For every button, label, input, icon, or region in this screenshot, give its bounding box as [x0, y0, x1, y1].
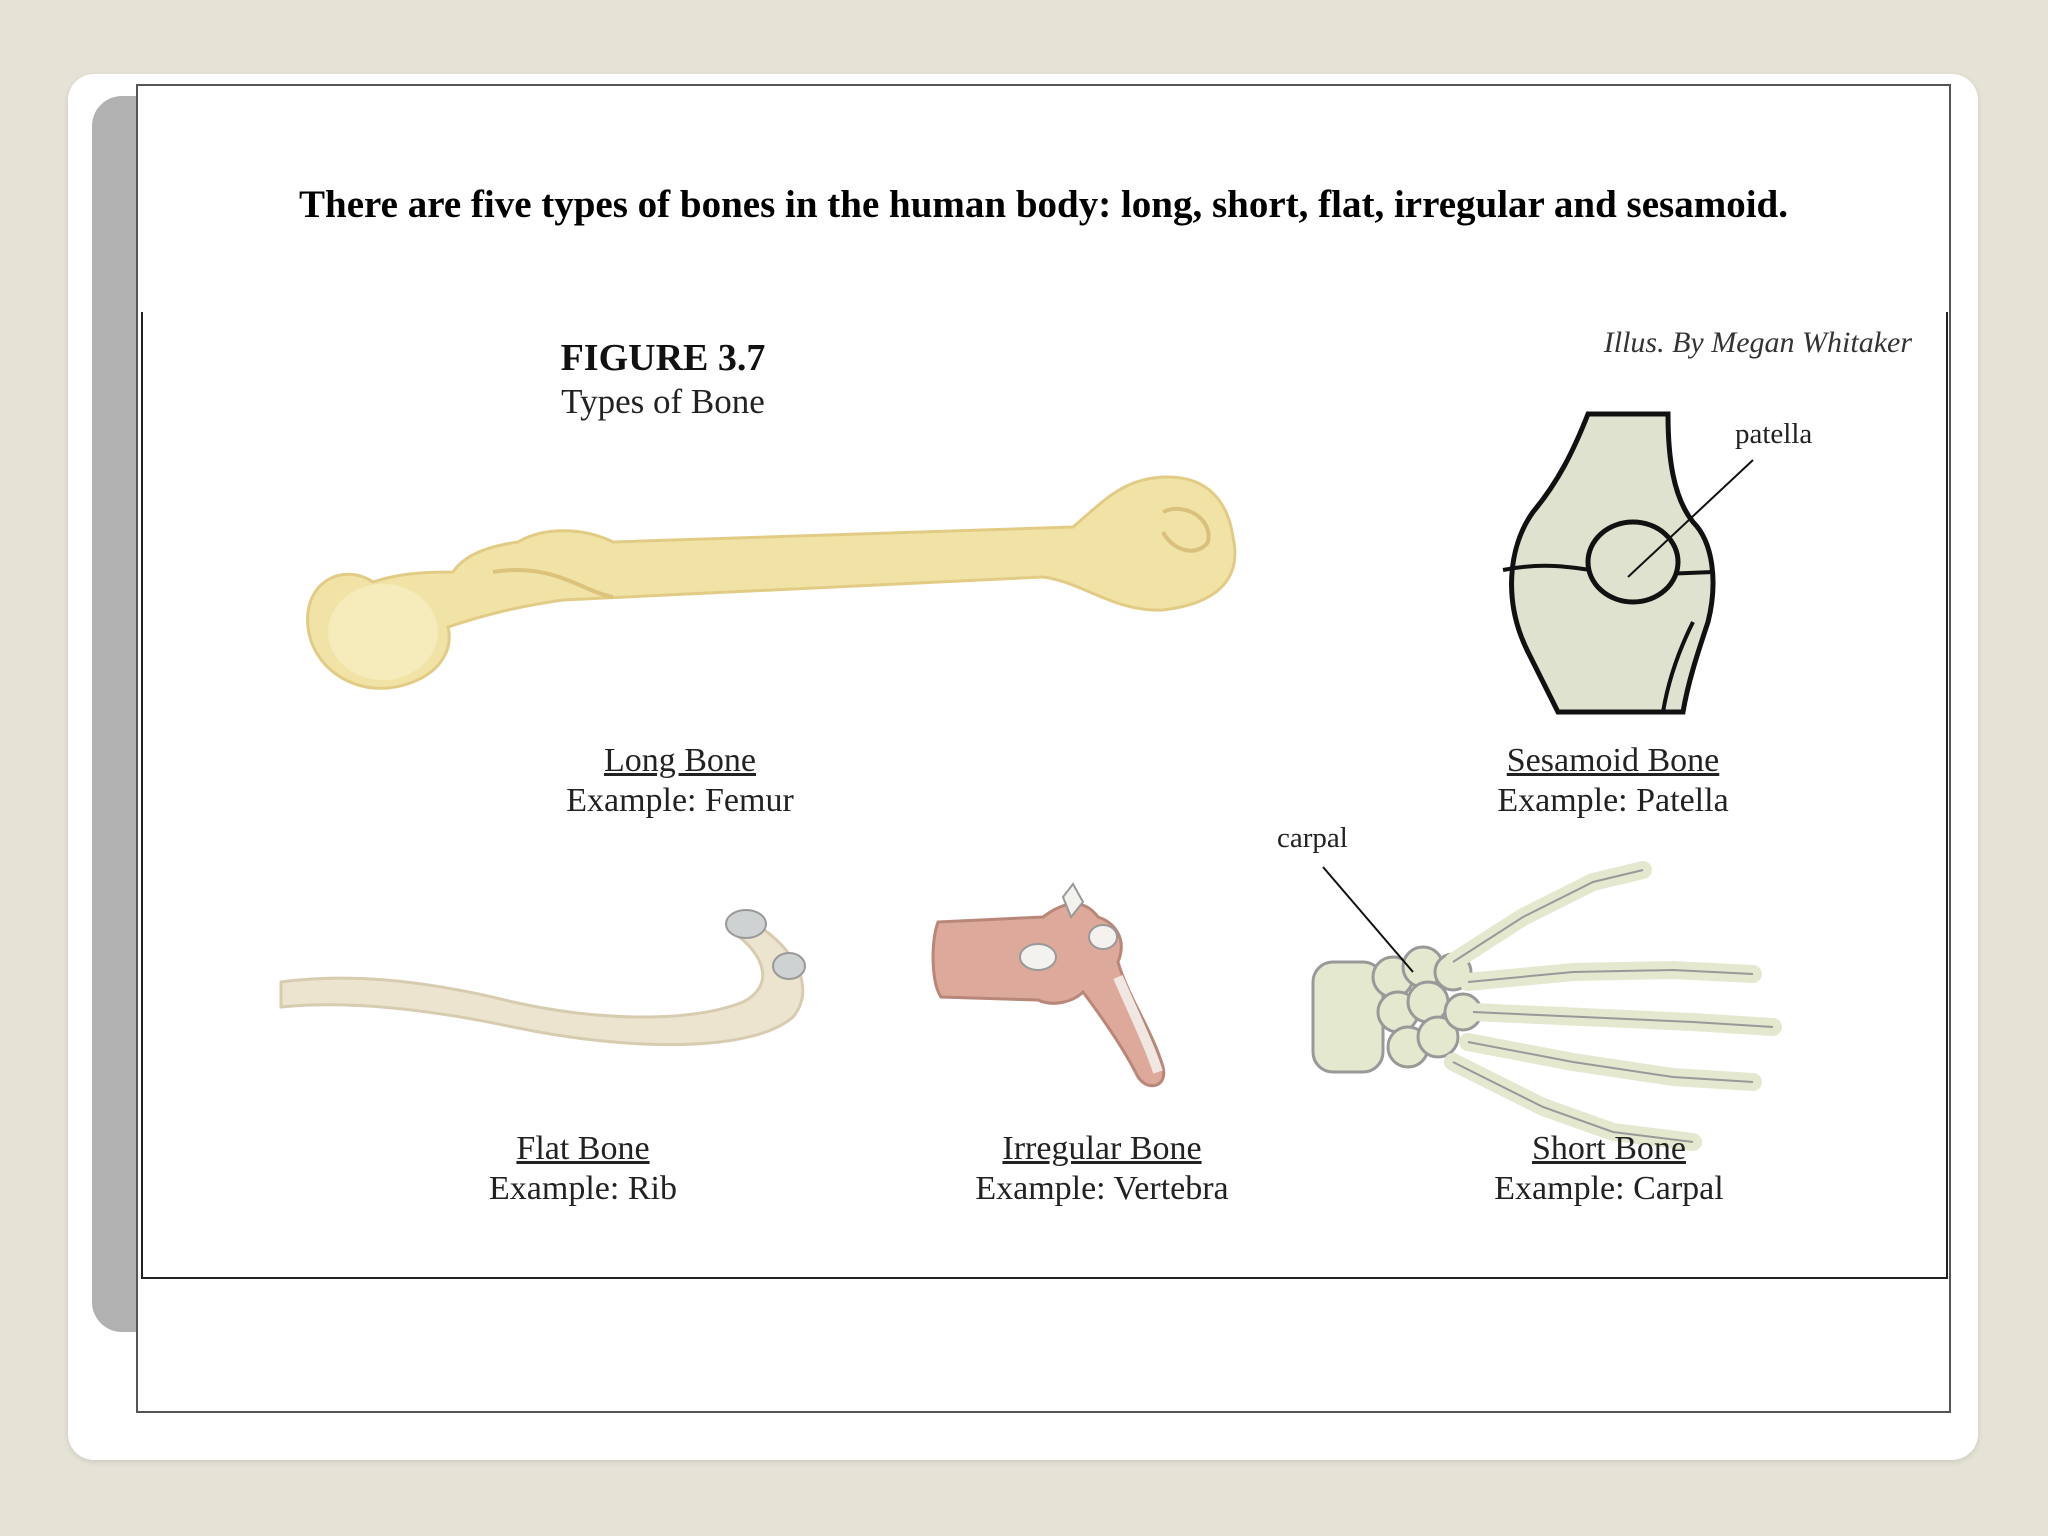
long-bone-name: Long Bone: [603, 742, 757, 779]
patella-illustration: [1503, 412, 1823, 712]
hand-carpal-illustration: [1313, 862, 1853, 1152]
irregular-bone-name: Irregular Bone: [1002, 1130, 1202, 1167]
femur-illustration: [283, 432, 1283, 732]
carpal-label: carpal: [1277, 822, 1348, 854]
patella-label: patella: [1735, 418, 1813, 450]
caption-irregular-bone: [852, 1130, 1352, 1208]
caption-flat-bone: [333, 1130, 833, 1208]
rib-illustration: [273, 902, 833, 1072]
figure-title: FIGURE 3.7: [560, 337, 766, 379]
caption-short-bone: [1359, 1130, 1859, 1208]
caption-long-bone: [400, 742, 960, 820]
bone-types-figure: [141, 312, 1948, 1279]
short-bone-example: Example: Carpal: [1494, 1170, 1724, 1207]
sesamoid-bone-example: Example: Patella: [1497, 782, 1729, 819]
long-bone-example: Example: Femur: [566, 782, 794, 819]
short-bone-name: Short Bone: [1532, 1130, 1686, 1167]
illustration-credit: Illus. By Megan Whitaker: [1603, 326, 1912, 359]
caption-sesamoid-bone: [1363, 742, 1863, 820]
flat-bone-name: Flat Bone: [516, 1130, 650, 1167]
sesamoid-bone-name: Sesamoid Bone: [1506, 742, 1720, 779]
slide-content: [136, 84, 1951, 1413]
irregular-bone-example: Example: Vertebra: [975, 1170, 1229, 1207]
slide-heading: There are five types of bones in the human body: long, short, flat, irregular and sesamoid.: [299, 183, 1788, 226]
flat-bone-example: Example: Rib: [489, 1170, 677, 1207]
figure-subtitle: Types of Bone: [561, 382, 765, 421]
vertebra-illustration: [923, 882, 1203, 1092]
